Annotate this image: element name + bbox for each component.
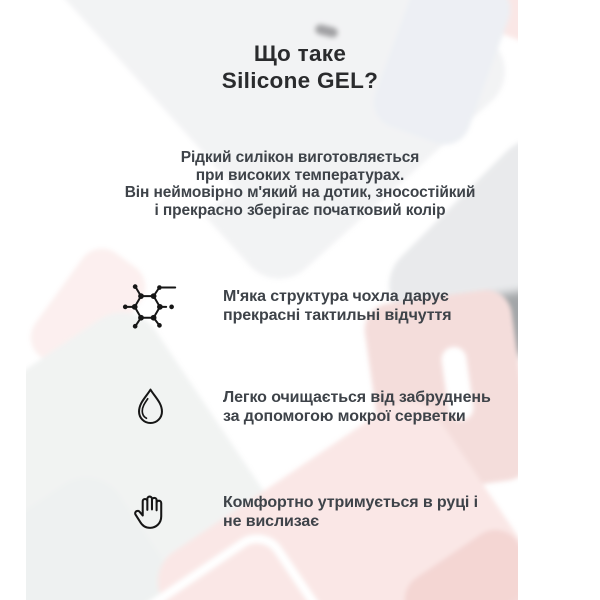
title-line-1: Що таке — [253, 41, 347, 66]
feature-text — [223, 493, 478, 531]
molecule-icon — [121, 279, 179, 333]
hand-icon — [132, 491, 168, 533]
title-line-2: Silicone GEL? — [221, 68, 379, 93]
feature-line: Легко очищається від забруднень — [223, 389, 491, 406]
feature-icon-wrap — [95, 386, 205, 428]
feature-soft-structure — [95, 270, 505, 342]
feature-line: за допомогою мокрої серветки — [223, 408, 466, 425]
intro-line: Він неймовірно м'який на дотик, зносостійкий — [124, 184, 476, 201]
feature-icon-wrap — [95, 491, 205, 533]
intro-line: Рідкий силікон виготовляється — [180, 149, 420, 166]
feature-text — [223, 287, 451, 325]
feature-easy-cleaning — [95, 372, 505, 442]
intro-line: і прекрасно зберігає початковий колір — [154, 201, 446, 219]
feature-line: Комфортно утримується в руці і — [223, 494, 478, 511]
feature-line: не вислизає — [223, 513, 319, 530]
water-drop-icon — [134, 386, 167, 428]
intro-text — [0, 149, 600, 219]
feature-text — [223, 388, 491, 426]
feature-comfortable-grip — [95, 478, 505, 546]
feature-icon-wrap — [95, 279, 205, 333]
feature-line: прекрасні тактильні відчуття — [223, 307, 452, 324]
feature-line: М'яка структура чохла дарує — [223, 288, 449, 305]
page-title — [0, 40, 600, 94]
intro-line: при високих температурах. — [195, 166, 405, 184]
